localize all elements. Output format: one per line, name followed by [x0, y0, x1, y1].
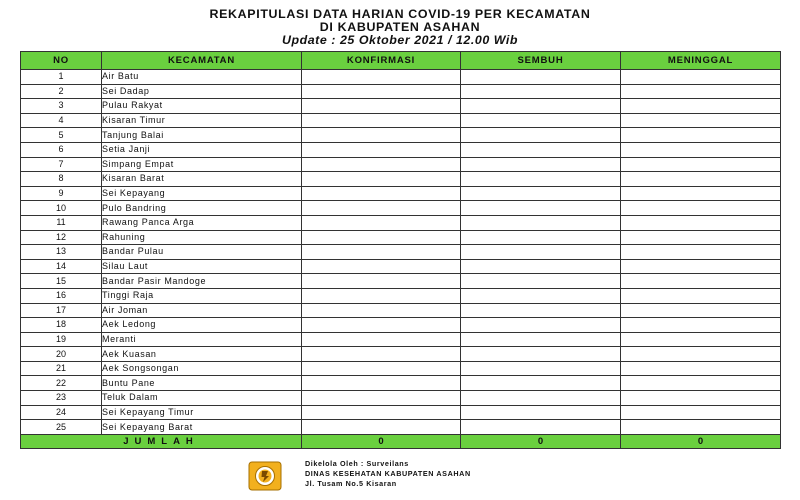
table-row: [21, 186, 781, 201]
cell-kecamatan: Setia Janji: [102, 142, 302, 157]
cell-konfirmasi: [302, 186, 461, 201]
cell-meninggal: [621, 288, 781, 303]
cell-no: 23: [21, 391, 102, 406]
cell-kecamatan: Silau Laut: [102, 259, 302, 274]
table-row: [21, 142, 781, 157]
cell-no: 18: [21, 318, 102, 333]
cell-meninggal: [621, 113, 781, 128]
footer-address: Jl. Tusam No.5 Kisaran: [305, 479, 397, 488]
header-kecamatan: KECAMATAN: [102, 52, 302, 70]
cell-kecamatan: Aek Songsongan: [102, 361, 302, 376]
cell-meninggal: [621, 157, 781, 172]
table-row: [21, 245, 781, 260]
header-no: NO: [21, 52, 102, 70]
cell-sembuh: [461, 215, 621, 230]
header-sembuh: SEMBUH: [461, 52, 621, 70]
cell-meninggal: [621, 303, 781, 318]
cell-no: 15: [21, 274, 102, 289]
cell-konfirmasi: [302, 172, 461, 187]
recap-table: [20, 51, 781, 449]
cell-no: 9: [21, 186, 102, 201]
cell-kecamatan: Tinggi Raja: [102, 288, 302, 303]
table-row: [21, 128, 781, 143]
table-row: [21, 215, 781, 230]
table-row: [21, 391, 781, 406]
table-row: [21, 288, 781, 303]
header-meninggal: MENINGGAL: [621, 52, 781, 70]
title-line-1: REKAPITULASI DATA HARIAN COVID-19 PER KECAMATAN: [209, 9, 591, 21]
report-title: [0, 9, 800, 48]
cell-konfirmasi: [302, 259, 461, 274]
table-header-row: [21, 52, 781, 70]
total-sembuh: 0: [461, 434, 621, 448]
cell-konfirmasi: [302, 142, 461, 157]
cell-meninggal: [621, 128, 781, 143]
cell-meninggal: [621, 84, 781, 99]
cell-konfirmasi: [302, 230, 461, 245]
cell-konfirmasi: [302, 303, 461, 318]
cell-konfirmasi: [302, 405, 461, 420]
title-line-2: DI KABUPATEN ASAHAN: [319, 22, 481, 34]
cell-kecamatan: Buntu Pane: [102, 376, 302, 391]
cell-sembuh: [461, 361, 621, 376]
table-row: [21, 230, 781, 245]
cell-konfirmasi: [302, 215, 461, 230]
cell-meninggal: [621, 347, 781, 362]
cell-konfirmasi: [302, 157, 461, 172]
cell-konfirmasi: [302, 288, 461, 303]
cell-no: 16: [21, 288, 102, 303]
footer-text: [305, 459, 471, 489]
table-row: [21, 99, 781, 114]
cell-meninggal: [621, 391, 781, 406]
footer-managed-by: Dikelola Oleh : Surveilans: [305, 459, 409, 468]
table-row: [21, 113, 781, 128]
cell-no: 24: [21, 405, 102, 420]
cell-sembuh: [461, 70, 621, 85]
cell-konfirmasi: [302, 318, 461, 333]
cell-kecamatan: Teluk Dalam: [102, 391, 302, 406]
cell-kecamatan: Pulau Rakyat: [102, 99, 302, 114]
total-label: JUMLAH: [21, 434, 302, 448]
cell-sembuh: [461, 157, 621, 172]
cell-konfirmasi: [302, 420, 461, 435]
cell-kecamatan: Rawang Panca Arga: [102, 215, 302, 230]
cell-sembuh: [461, 201, 621, 216]
cell-sembuh: [461, 332, 621, 347]
cell-sembuh: [461, 376, 621, 391]
cell-sembuh: [461, 128, 621, 143]
cell-meninggal: [621, 361, 781, 376]
cell-no: 13: [21, 245, 102, 260]
table-row: [21, 318, 781, 333]
cell-konfirmasi: [302, 70, 461, 85]
cell-kecamatan: Air Batu: [102, 70, 302, 85]
cell-konfirmasi: [302, 274, 461, 289]
table-row: [21, 259, 781, 274]
cell-kecamatan: Bandar Pulau: [102, 245, 302, 260]
cell-konfirmasi: [302, 376, 461, 391]
cell-sembuh: [461, 84, 621, 99]
cell-no: 14: [21, 259, 102, 274]
update-timestamp: Update : 25 Oktober 2021 / 12.00 Wib: [281, 35, 519, 47]
cell-kecamatan: Sei Kepayang: [102, 186, 302, 201]
cell-sembuh: [461, 113, 621, 128]
table-row: [21, 420, 781, 435]
cell-kecamatan: Rahuning: [102, 230, 302, 245]
cell-no: 20: [21, 347, 102, 362]
cell-kecamatan: Meranti: [102, 332, 302, 347]
cell-sembuh: [461, 186, 621, 201]
cell-meninggal: [621, 201, 781, 216]
table-row: [21, 376, 781, 391]
cell-no: 1: [21, 70, 102, 85]
cell-no: 19: [21, 332, 102, 347]
table-row: [21, 332, 781, 347]
total-row: [21, 434, 781, 448]
cell-meninggal: [621, 405, 781, 420]
cell-meninggal: [621, 142, 781, 157]
table-row: [21, 361, 781, 376]
cell-sembuh: [461, 230, 621, 245]
table-row: [21, 347, 781, 362]
cell-konfirmasi: [302, 361, 461, 376]
cell-no: 3: [21, 99, 102, 114]
cell-no: 5: [21, 128, 102, 143]
cell-meninggal: [621, 172, 781, 187]
cell-no: 2: [21, 84, 102, 99]
cell-no: 25: [21, 420, 102, 435]
table-body: [21, 70, 781, 435]
cell-sembuh: [461, 142, 621, 157]
cell-meninggal: [621, 332, 781, 347]
cell-kecamatan: Sei Dadap: [102, 84, 302, 99]
cell-konfirmasi: [302, 245, 461, 260]
cell-meninggal: [621, 186, 781, 201]
cell-kecamatan: Sei Kepayang Timur: [102, 405, 302, 420]
cell-sembuh: [461, 391, 621, 406]
cell-meninggal: [621, 70, 781, 85]
cell-no: 22: [21, 376, 102, 391]
cell-konfirmasi: [302, 201, 461, 216]
cell-kecamatan: Aek Kuasan: [102, 347, 302, 362]
cell-konfirmasi: [302, 113, 461, 128]
table-row: [21, 405, 781, 420]
total-meninggal: 0: [621, 434, 781, 448]
cell-sembuh: [461, 420, 621, 435]
footer: [248, 459, 608, 493]
table-row: [21, 157, 781, 172]
table-row: [21, 201, 781, 216]
cell-meninggal: [621, 259, 781, 274]
cell-meninggal: [621, 318, 781, 333]
header-konfirmasi: KONFIRMASI: [302, 52, 461, 70]
table-row: [21, 303, 781, 318]
cell-sembuh: [461, 274, 621, 289]
table-row: [21, 84, 781, 99]
cell-konfirmasi: [302, 84, 461, 99]
cell-meninggal: [621, 420, 781, 435]
cell-sembuh: [461, 172, 621, 187]
cell-no: 6: [21, 142, 102, 157]
cell-kecamatan: Sei Kepayang Barat: [102, 420, 302, 435]
cell-meninggal: [621, 274, 781, 289]
footer-agency: DINAS KESEHATAN KABUPATEN ASAHAN: [305, 469, 471, 478]
cell-sembuh: [461, 99, 621, 114]
cell-sembuh: [461, 347, 621, 362]
cell-kecamatan: Bandar Pasir Mandoge: [102, 274, 302, 289]
cell-no: 7: [21, 157, 102, 172]
cell-konfirmasi: [302, 391, 461, 406]
cell-kecamatan: Tanjung Balai: [102, 128, 302, 143]
cell-kecamatan: Air Joman: [102, 303, 302, 318]
cell-konfirmasi: [302, 128, 461, 143]
cell-sembuh: [461, 245, 621, 260]
cell-sembuh: [461, 259, 621, 274]
cell-meninggal: [621, 99, 781, 114]
cell-meninggal: [621, 230, 781, 245]
total-konfirmasi: 0: [302, 434, 461, 448]
table-row: [21, 274, 781, 289]
cell-kecamatan: Simpang Empat: [102, 157, 302, 172]
cell-no: 10: [21, 201, 102, 216]
cell-no: 12: [21, 230, 102, 245]
cell-no: 8: [21, 172, 102, 187]
table-row: [21, 172, 781, 187]
cell-sembuh: [461, 318, 621, 333]
cell-kecamatan: Pulo Bandring: [102, 201, 302, 216]
cell-konfirmasi: [302, 332, 461, 347]
cell-meninggal: [621, 245, 781, 260]
cell-sembuh: [461, 405, 621, 420]
cell-kecamatan: Kisaran Barat: [102, 172, 302, 187]
cell-kecamatan: Kisaran Timur: [102, 113, 302, 128]
cell-konfirmasi: [302, 347, 461, 362]
cell-no: 11: [21, 215, 102, 230]
table-row: [21, 70, 781, 85]
cell-no: 17: [21, 303, 102, 318]
asahan-regency-emblem-icon: [248, 461, 282, 491]
cell-konfirmasi: [302, 99, 461, 114]
cell-meninggal: [621, 215, 781, 230]
cell-meninggal: [621, 376, 781, 391]
cell-sembuh: [461, 303, 621, 318]
cell-sembuh: [461, 288, 621, 303]
cell-no: 4: [21, 113, 102, 128]
cell-kecamatan: Aek Ledong: [102, 318, 302, 333]
cell-no: 21: [21, 361, 102, 376]
